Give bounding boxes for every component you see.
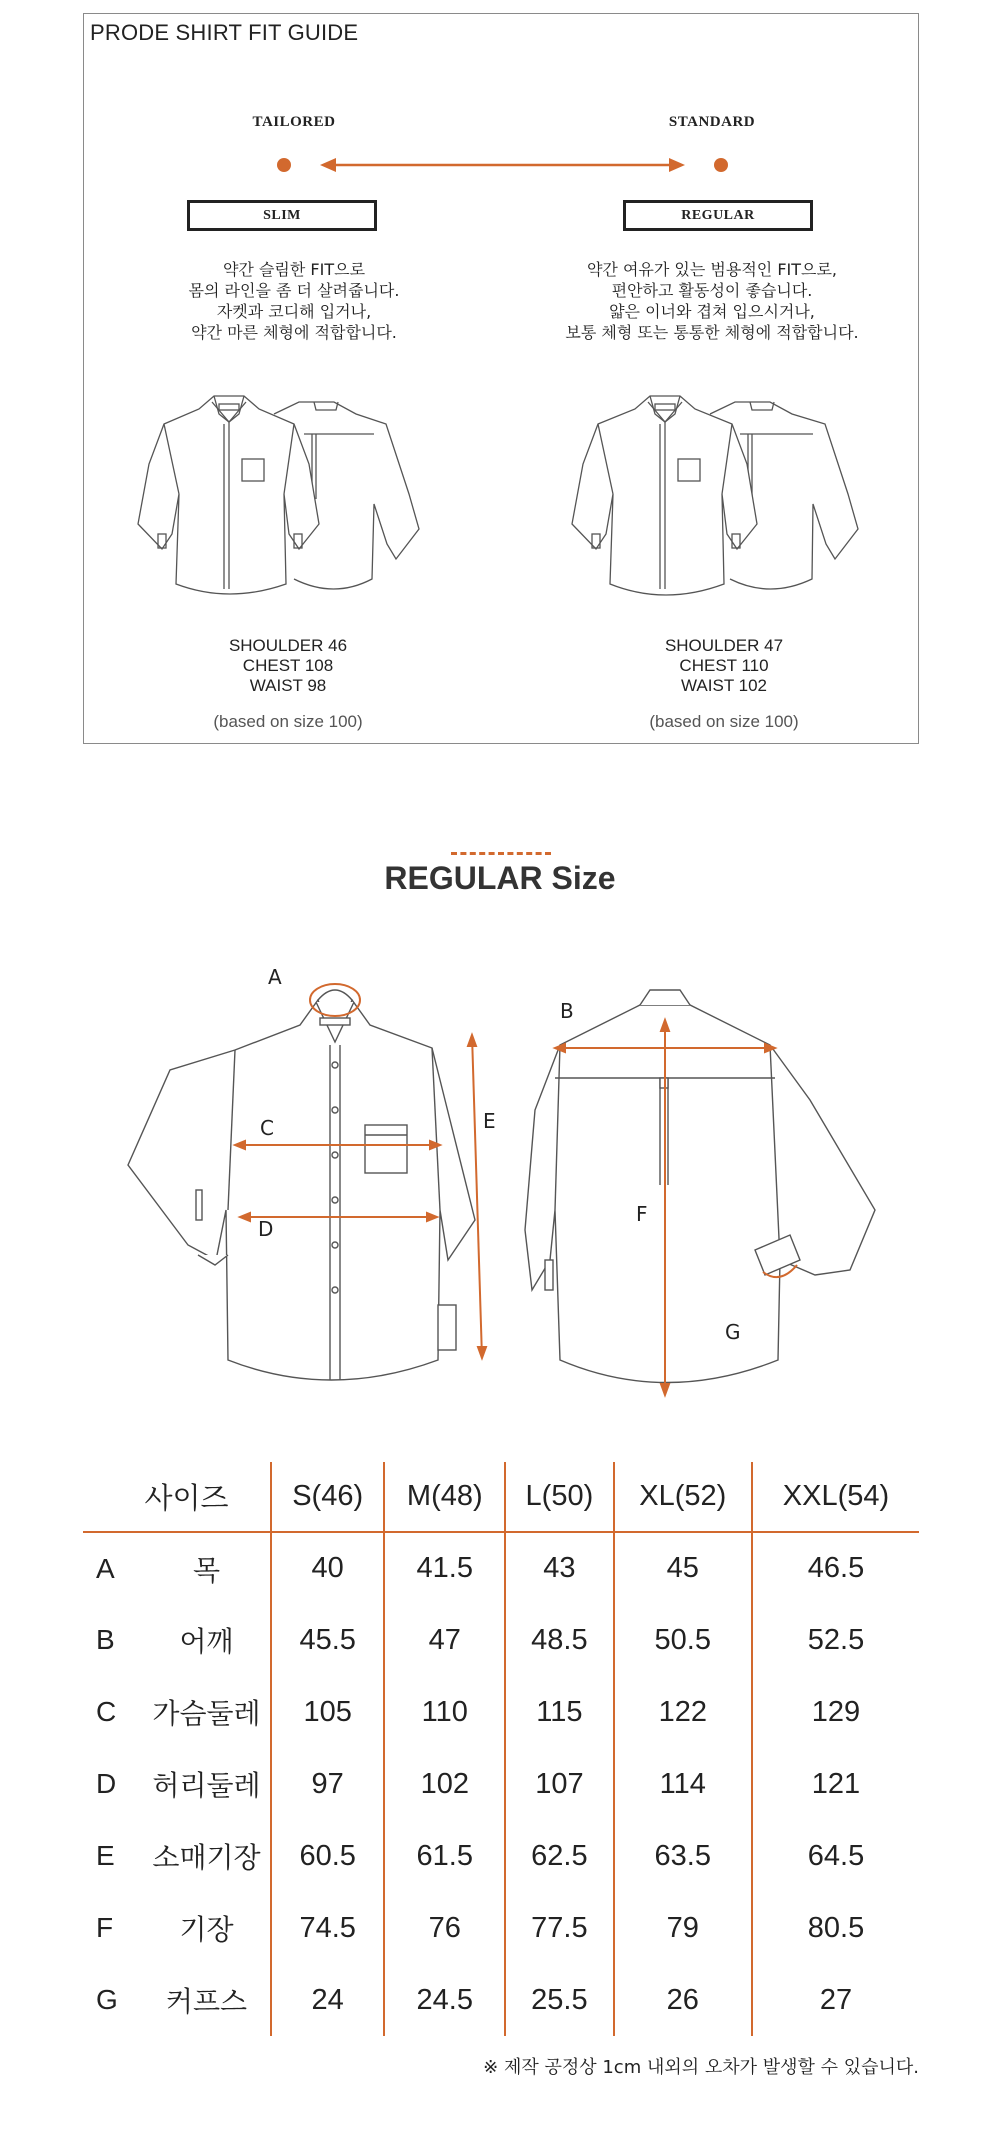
row-letter: G bbox=[96, 1984, 118, 2015]
row-letter: F bbox=[96, 1912, 114, 1943]
fit-type-box: SLIM bbox=[187, 200, 377, 231]
cell-value: 25.5 bbox=[505, 1964, 613, 2036]
cell-value: 114 bbox=[614, 1748, 752, 1820]
row-name: 소매기장 bbox=[152, 1842, 261, 1873]
cell-value: 48.5 bbox=[505, 1604, 613, 1676]
table-row bbox=[83, 1532, 919, 1604]
fit-label: STANDARD bbox=[668, 114, 756, 130]
shirt-illustration-slim bbox=[124, 384, 424, 609]
table-row bbox=[83, 1820, 919, 1892]
cell-value: 79 bbox=[614, 1892, 752, 1964]
row-name: 어깨 bbox=[179, 1626, 234, 1657]
cell-value: 50.5 bbox=[614, 1604, 752, 1676]
size-table-header bbox=[83, 1462, 919, 1532]
size-table bbox=[83, 1462, 919, 2036]
tolerance-footnote: ※ 제작 공정상 1cm 내외의 오차가 발생할 수 있습니다. bbox=[483, 2057, 919, 2078]
table-row bbox=[83, 1676, 919, 1748]
cell-value: 45 bbox=[614, 1532, 752, 1604]
desc-line: 약간 여유가 있는 범용적인 FIT으로, bbox=[586, 260, 838, 279]
row-letter: A bbox=[96, 1552, 115, 1584]
desc-line: 편안하고 활동성이 좋습니다. bbox=[611, 281, 813, 300]
size-header: M(48) bbox=[384, 1462, 505, 1532]
table-row bbox=[83, 1964, 919, 2036]
marker-b: B bbox=[560, 999, 574, 1023]
fit-label: TAILORED bbox=[252, 114, 336, 130]
row-name: 허리둘레 bbox=[152, 1770, 261, 1801]
marker-g: G bbox=[725, 1320, 741, 1344]
fit-guide-panel bbox=[83, 13, 919, 744]
desc-line: 약간 마른 체형에 적합합니다. bbox=[191, 323, 397, 342]
row-name: 커프스 bbox=[165, 1986, 248, 2017]
size-header: XXL(54) bbox=[752, 1462, 919, 1532]
spec-shoulder: SHOULDER 46 bbox=[228, 636, 348, 655]
cell-value: 24 bbox=[271, 1964, 384, 2036]
marker-c: C bbox=[260, 1116, 274, 1140]
measurement-diagram bbox=[0, 960, 1000, 1410]
marker-f: F bbox=[636, 1202, 648, 1226]
fit-size-note: (based on size 100) bbox=[649, 712, 799, 731]
marker-a: A bbox=[268, 965, 282, 989]
cell-value: 43 bbox=[505, 1532, 613, 1604]
spec-chest: CHEST 108 bbox=[242, 656, 334, 675]
spec-chest: CHEST 110 bbox=[679, 656, 769, 675]
desc-line: 얇은 이너와 겹쳐 입으시거나, bbox=[609, 302, 815, 321]
cell-value: 105 bbox=[271, 1676, 384, 1748]
section-title: REGULAR Size bbox=[384, 860, 616, 896]
size-header: XL(52) bbox=[614, 1462, 752, 1532]
size-header: S(46) bbox=[271, 1462, 384, 1532]
size-header: L(50) bbox=[505, 1462, 613, 1532]
row-name: 가슴둘레 bbox=[152, 1698, 261, 1729]
cell-value: 52.5 bbox=[752, 1604, 919, 1676]
cell-value: 41.5 bbox=[384, 1532, 505, 1604]
cell-value: 47 bbox=[384, 1604, 505, 1676]
cell-value: 77.5 bbox=[505, 1892, 613, 1964]
cell-value: 45.5 bbox=[271, 1604, 384, 1676]
cell-value: 74.5 bbox=[271, 1892, 384, 1964]
cell-value: 122 bbox=[614, 1676, 752, 1748]
cell-value: 115 bbox=[505, 1676, 613, 1748]
cell-value: 63.5 bbox=[614, 1820, 752, 1892]
table-row bbox=[83, 1604, 919, 1676]
cell-value: 46.5 bbox=[752, 1532, 919, 1604]
standard-dot bbox=[714, 158, 728, 172]
spec-shoulder: SHOULDER 47 bbox=[664, 636, 784, 655]
desc-line: 보통 체형 또는 통통한 체형에 적합합니다. bbox=[565, 323, 859, 342]
cell-value: 27 bbox=[752, 1964, 919, 2036]
cell-value: 26 bbox=[614, 1964, 752, 2036]
size-header-label: 사이즈 bbox=[83, 1462, 271, 1532]
cell-value: 24.5 bbox=[384, 1964, 505, 2036]
desc-line: 자켓과 코디해 입거나, bbox=[216, 302, 372, 321]
cell-value: 76 bbox=[384, 1892, 505, 1964]
cell-value: 121 bbox=[752, 1748, 919, 1820]
fit-type-box: REGULAR bbox=[623, 200, 813, 231]
shirt-illustration-regular bbox=[560, 384, 860, 609]
fit-specs bbox=[514, 636, 934, 696]
cell-value: 61.5 bbox=[384, 1820, 505, 1892]
row-letter: E bbox=[96, 1840, 115, 1871]
section-divider-dashes bbox=[451, 852, 551, 856]
spec-waist: WAIST 102 bbox=[681, 676, 767, 695]
marker-d: D bbox=[258, 1217, 274, 1241]
row-letter: D bbox=[96, 1768, 117, 1799]
cell-value: 60.5 bbox=[271, 1820, 384, 1892]
row-letter: B bbox=[96, 1624, 115, 1655]
row-name: 목 bbox=[192, 1554, 221, 1586]
cell-value: 97 bbox=[271, 1748, 384, 1820]
cell-value: 40 bbox=[271, 1532, 384, 1604]
cell-value: 102 bbox=[384, 1748, 505, 1820]
marker-e: E bbox=[483, 1109, 496, 1133]
fit-size-note: (based on size 100) bbox=[213, 712, 363, 731]
row-name: 기장 bbox=[179, 1914, 234, 1945]
cell-value: 64.5 bbox=[752, 1820, 919, 1892]
table-row bbox=[83, 1748, 919, 1820]
desc-line: 몸의 라인을 좀 더 살려줍니다. bbox=[188, 281, 400, 300]
spec-waist: WAIST 98 bbox=[249, 676, 327, 695]
fit-description bbox=[502, 259, 922, 343]
row-letter: C bbox=[96, 1696, 117, 1727]
cell-value: 62.5 bbox=[505, 1820, 613, 1892]
cell-value: 129 bbox=[752, 1676, 919, 1748]
tailored-dot bbox=[277, 158, 291, 172]
fit-description bbox=[84, 259, 504, 343]
cell-value: 110 bbox=[384, 1676, 505, 1748]
cell-value: 107 bbox=[505, 1748, 613, 1820]
table-row bbox=[83, 1892, 919, 1964]
desc-line: 약간 슬림한 FIT으로 bbox=[222, 260, 366, 279]
fit-guide-title: PRODE SHIRT FIT GUIDE bbox=[90, 20, 359, 45]
cell-value: 80.5 bbox=[752, 1892, 919, 1964]
fit-specs bbox=[78, 636, 498, 696]
